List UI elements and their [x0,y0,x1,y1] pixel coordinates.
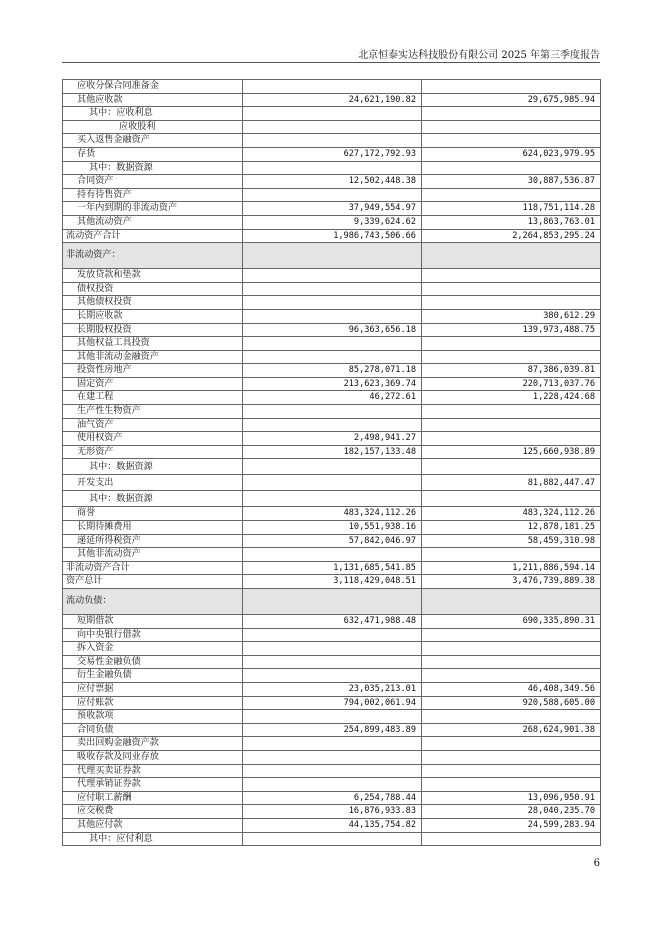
table-row [63,445,601,459]
period-end-value [243,628,422,642]
table-row [63,534,601,548]
period-end-value [243,548,422,562]
year-start-value [422,548,601,562]
period-end-value [243,491,422,507]
table-row [63,791,601,805]
period-end-value [243,269,422,283]
year-start-value [422,491,601,507]
year-start-value [422,243,601,269]
year-start-value [422,655,601,669]
section-header-row [63,589,601,615]
table-row [63,655,601,669]
year-start-value [422,188,601,202]
period-end-value: 1,986,743,506.66 [243,229,422,243]
item-label: 其他应收款 [63,93,243,107]
table-row [63,696,601,710]
item-label: 其中：数据资源 [63,491,243,507]
year-start-value: 1,228,424.68 [422,391,601,405]
period-end-value: 44,135,754.82 [243,818,422,832]
table-row [63,737,601,751]
item-label: 其中：应付利息 [63,832,243,846]
year-start-value [422,737,601,751]
table-row [63,805,601,819]
period-end-value [243,350,422,364]
year-start-value: 1,211,886,594.14 [422,561,601,575]
section-label: 非流动资产： [63,243,243,269]
table-row [63,628,601,642]
item-label: 其中：数据资源 [63,459,243,475]
item-label: 长期应收款 [63,309,243,323]
year-start-value: 268,624,901.38 [422,723,601,737]
period-end-value [243,243,422,269]
year-start-value [422,710,601,724]
period-end-value [243,418,422,432]
year-start-value [422,269,601,283]
table-row [63,202,601,216]
table-row [63,269,601,283]
table-row [63,521,601,535]
period-end-value [243,475,422,491]
balance-sheet-body [63,80,601,846]
period-end-value [243,669,422,683]
balance-sheet-table [62,79,601,846]
period-end-value [243,778,422,792]
year-start-value: 29,675,985.94 [422,93,601,107]
period-end-value [243,405,422,419]
period-end-value: 12,502,448.38 [243,175,422,189]
period-end-value [243,337,422,351]
table-row [63,750,601,764]
period-end-value: 3,118,429,048.51 [243,575,422,589]
item-label: 资产总计 [63,575,243,589]
table-row [63,764,601,778]
item-label: 生产性生物资产 [63,405,243,419]
item-label: 吸收存款及同业存放 [63,750,243,764]
period-end-value: 9,339,624.62 [243,215,422,229]
period-end-value: 254,899,483.89 [243,723,422,737]
year-start-value [422,337,601,351]
year-start-value [422,432,601,446]
year-start-value [422,642,601,656]
item-label: 其他非流动资产 [63,548,243,562]
item-label: 应付票据 [63,682,243,696]
year-start-value: 58,459,310.98 [422,534,601,548]
period-end-value [243,764,422,778]
table-row [63,215,601,229]
year-start-value: 13,863,763.01 [422,215,601,229]
period-end-value: 632,471,988.48 [243,615,422,629]
period-end-value [243,309,422,323]
table-row [63,337,601,351]
year-start-value: 12,878,181.25 [422,521,601,535]
period-end-value: 23,035,213.01 [243,682,422,696]
item-label: 合同资产 [63,175,243,189]
period-end-value [243,642,422,656]
period-end-value: 1,131,685,541.85 [243,561,422,575]
table-row [63,418,601,432]
period-end-value: 182,157,133.48 [243,445,422,459]
item-label: 交易性金融负债 [63,655,243,669]
item-label: 存货 [63,147,243,161]
item-label: 其中：应收利息 [63,107,243,121]
year-start-value [422,161,601,175]
year-start-value: 125,660,938.89 [422,445,601,459]
item-label: 应收股利 [63,120,243,134]
year-start-value [422,832,601,846]
item-label: 应付账款 [63,696,243,710]
table-row [63,405,601,419]
table-row [63,188,601,202]
period-end-value [243,120,422,134]
table-row [63,548,601,562]
year-start-value: 483,324,112.26 [422,507,601,521]
table-row [63,309,601,323]
item-label: 拆入资金 [63,642,243,656]
item-label: 衍生金融负债 [63,669,243,683]
table-row [63,475,601,491]
item-label: 流动资产合计 [63,229,243,243]
item-label: 持有待售资产 [63,188,243,202]
period-end-value: 483,324,112.26 [243,507,422,521]
year-start-value [422,282,601,296]
report-header-title: 北京恒泰实达科技股份有限公司 2025 年第三季度报告 [358,50,600,61]
page-number: 6 [593,858,600,869]
table-row [63,134,601,148]
period-end-value: 24,621,190.82 [243,93,422,107]
item-label: 无形资产 [63,445,243,459]
year-start-value [422,120,601,134]
item-label: 长期股权投资 [63,323,243,337]
item-label: 开发支出 [63,475,243,491]
year-start-value: 624,023,979.95 [422,147,601,161]
year-start-value: 87,386,039.81 [422,364,601,378]
item-label: 买入返售金融资产 [63,134,243,148]
item-label: 应付职工薪酬 [63,791,243,805]
period-end-value: 2,498,941.27 [243,432,422,446]
table-row [63,323,601,337]
year-start-value [422,350,601,364]
item-label: 债权投资 [63,282,243,296]
table-row [63,669,601,683]
table-row [63,120,601,134]
item-label: 一年内到期的非流动资产 [63,202,243,216]
item-label: 合同负债 [63,723,243,737]
period-end-value [243,161,422,175]
table-row [63,377,601,391]
table-row [63,682,601,696]
item-label: 长期待摊费用 [63,521,243,535]
year-start-value: 220,713,037.76 [422,377,601,391]
year-start-value: 13,096,950.91 [422,791,601,805]
section-label: 流动负债： [63,589,243,615]
year-start-value [422,750,601,764]
period-end-value [243,832,422,846]
item-label: 非流动资产合计 [63,561,243,575]
period-end-value: 10,551,938.16 [243,521,422,535]
item-label: 其他流动资产 [63,215,243,229]
year-start-value: 30,887,536.87 [422,175,601,189]
table-row [63,175,601,189]
period-end-value: 85,278,071.18 [243,364,422,378]
table-row [63,350,601,364]
period-end-value [243,655,422,669]
table-row [63,575,601,589]
period-end-value [243,188,422,202]
year-start-value [422,628,601,642]
item-label: 商誉 [63,507,243,521]
year-start-value [422,296,601,310]
year-start-value [422,764,601,778]
table-row [63,161,601,175]
item-label: 代理承销证券款 [63,778,243,792]
period-end-value: 6,254,788.44 [243,791,422,805]
period-end-value [243,296,422,310]
year-start-value [422,669,601,683]
period-end-value [243,750,422,764]
item-label: 其他权益工具投资 [63,337,243,351]
table-row [63,296,601,310]
period-end-value [243,80,422,94]
period-end-value [243,282,422,296]
year-start-value: 690,335,890.31 [422,615,601,629]
item-label: 其他非流动金融资产 [63,350,243,364]
section-header-row [63,243,601,269]
item-label: 代理买卖证券款 [63,764,243,778]
table-row [63,561,601,575]
period-end-value: 627,172,792.93 [243,147,422,161]
table-row [63,459,601,475]
table-row [63,615,601,629]
item-label: 其中：数据资源 [63,161,243,175]
table-row [63,491,601,507]
item-label: 投资性房地产 [63,364,243,378]
period-end-value: 794,002,061.94 [243,696,422,710]
table-row [63,93,601,107]
period-end-value: 16,876,933.83 [243,805,422,819]
table-row [63,832,601,846]
table-row [63,391,601,405]
period-end-value: 37,949,554.97 [243,202,422,216]
item-label: 预收款项 [63,710,243,724]
table-row [63,778,601,792]
year-start-value [422,459,601,475]
table-row [63,229,601,243]
year-start-value: 2,264,853,295.24 [422,229,601,243]
item-label: 油气资产 [63,418,243,432]
year-start-value: 380,612.29 [422,309,601,323]
period-end-value [243,737,422,751]
period-end-value: 46,272.61 [243,391,422,405]
year-start-value [422,778,601,792]
year-start-value [422,107,601,121]
table-row [63,364,601,378]
year-start-value: 118,751,114.28 [422,202,601,216]
period-end-value [243,134,422,148]
table-row [63,432,601,446]
period-end-value [243,107,422,121]
item-label: 递延所得税资产 [63,534,243,548]
year-start-value: 3,476,739,889.38 [422,575,601,589]
header-divider [62,62,600,63]
year-start-value: 24,599,283.94 [422,818,601,832]
item-label: 在建工程 [63,391,243,405]
item-label: 发放贷款和垫款 [63,269,243,283]
item-label: 使用权资产 [63,432,243,446]
item-label: 短期借款 [63,615,243,629]
year-start-value: 81,882,447.47 [422,475,601,491]
table-row [63,710,601,724]
item-label: 其他应付款 [63,818,243,832]
item-label: 应收分保合同准备金 [63,80,243,94]
item-label: 固定资产 [63,377,243,391]
year-start-value: 46,408,349.56 [422,682,601,696]
year-start-value [422,418,601,432]
year-start-value: 28,040,235.70 [422,805,601,819]
year-start-value [422,589,601,615]
table-row [63,80,601,94]
period-end-value: 213,623,369.74 [243,377,422,391]
period-end-value [243,589,422,615]
table-row [63,147,601,161]
table-row [63,282,601,296]
year-start-value: 920,588,605.00 [422,696,601,710]
table-row [63,723,601,737]
year-start-value [422,405,601,419]
item-label: 卖出回购金融资产款 [63,737,243,751]
item-label: 向中央银行借款 [63,628,243,642]
period-end-value: 96,363,656.18 [243,323,422,337]
table-row [63,107,601,121]
table-row [63,507,601,521]
item-label: 应交税费 [63,805,243,819]
year-start-value [422,134,601,148]
year-start-value: 139,973,488.75 [422,323,601,337]
year-start-value [422,80,601,94]
period-end-value [243,459,422,475]
period-end-value [243,710,422,724]
item-label: 其他债权投资 [63,296,243,310]
table-row [63,818,601,832]
period-end-value: 57,842,046.97 [243,534,422,548]
table-row [63,642,601,656]
